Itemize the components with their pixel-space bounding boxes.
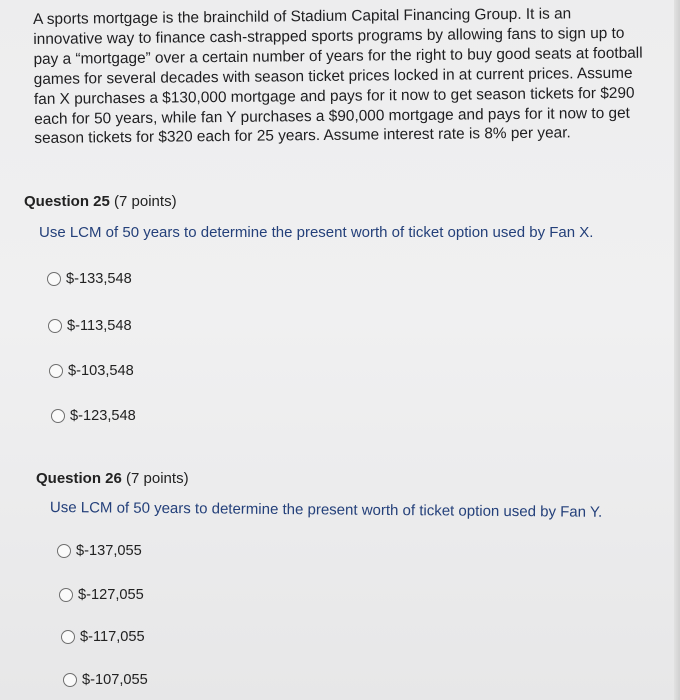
question-25-header bbox=[24, 193, 177, 210]
question-25-title: Question 25 bbox=[24, 193, 110, 210]
question-25-option-2[interactable] bbox=[48, 318, 132, 334]
question-25-option-3[interactable] bbox=[49, 363, 134, 379]
option-label: $-137,055 bbox=[76, 543, 142, 559]
question-26-option-1[interactable] bbox=[57, 543, 142, 559]
question-26-header bbox=[36, 470, 189, 487]
option-label: $-103,548 bbox=[68, 363, 134, 379]
question-26-points: (7 points) bbox=[126, 470, 189, 487]
option-label: $-113,548 bbox=[67, 318, 132, 334]
radio-button[interactable] bbox=[63, 673, 77, 687]
radio-button[interactable] bbox=[59, 588, 73, 602]
question-25-option-4[interactable] bbox=[51, 408, 136, 424]
radio-button[interactable] bbox=[47, 272, 61, 286]
radio-button[interactable] bbox=[48, 319, 62, 333]
question-25-prompt: Use LCM of 50 years to determine the present worth of ticket option used by Fan X. bbox=[39, 224, 594, 241]
question-26-prompt: Use LCM of 50 years to determine the present worth of ticket option used by Fan Y. bbox=[49, 499, 603, 521]
screen-edge bbox=[674, 0, 680, 700]
option-label: $-123,548 bbox=[70, 408, 136, 424]
problem-statement: A sports mortgage is the brainchild of Stadium Capital Financing Group. It is an innovative way to finance cash-strapped sports programs by allowing fans to sign up to pay a “mortgage” over a certain number of years for the right to buy good seats at football games for several decades with season ticket prices locked in at current prices. Assume fan X purchases a $130,000 mortgage and pays for it now to get season tickets for $290 each for 50 years, while fan Y purchases a $90,000 mortgage and pays for it now to get season tickets for $320 each for 25 years. Assume interest rate is 8% per year. bbox=[33, 5, 643, 148]
question-25-option-1[interactable] bbox=[47, 271, 132, 287]
question-26-option-2[interactable] bbox=[59, 587, 144, 603]
radio-button[interactable] bbox=[61, 630, 75, 644]
question-26-title: Question 26 bbox=[36, 470, 122, 487]
radio-button[interactable] bbox=[49, 364, 63, 378]
question-26-option-4[interactable] bbox=[63, 672, 148, 688]
option-label: $-117,055 bbox=[80, 629, 145, 645]
question-26-option-3[interactable] bbox=[61, 629, 145, 645]
option-label: $-127,055 bbox=[78, 587, 144, 603]
option-label: $-133,548 bbox=[66, 271, 132, 287]
radio-button[interactable] bbox=[51, 409, 65, 423]
option-label: $-107,055 bbox=[82, 672, 148, 688]
radio-button[interactable] bbox=[57, 544, 71, 558]
question-25-points: (7 points) bbox=[114, 193, 177, 210]
